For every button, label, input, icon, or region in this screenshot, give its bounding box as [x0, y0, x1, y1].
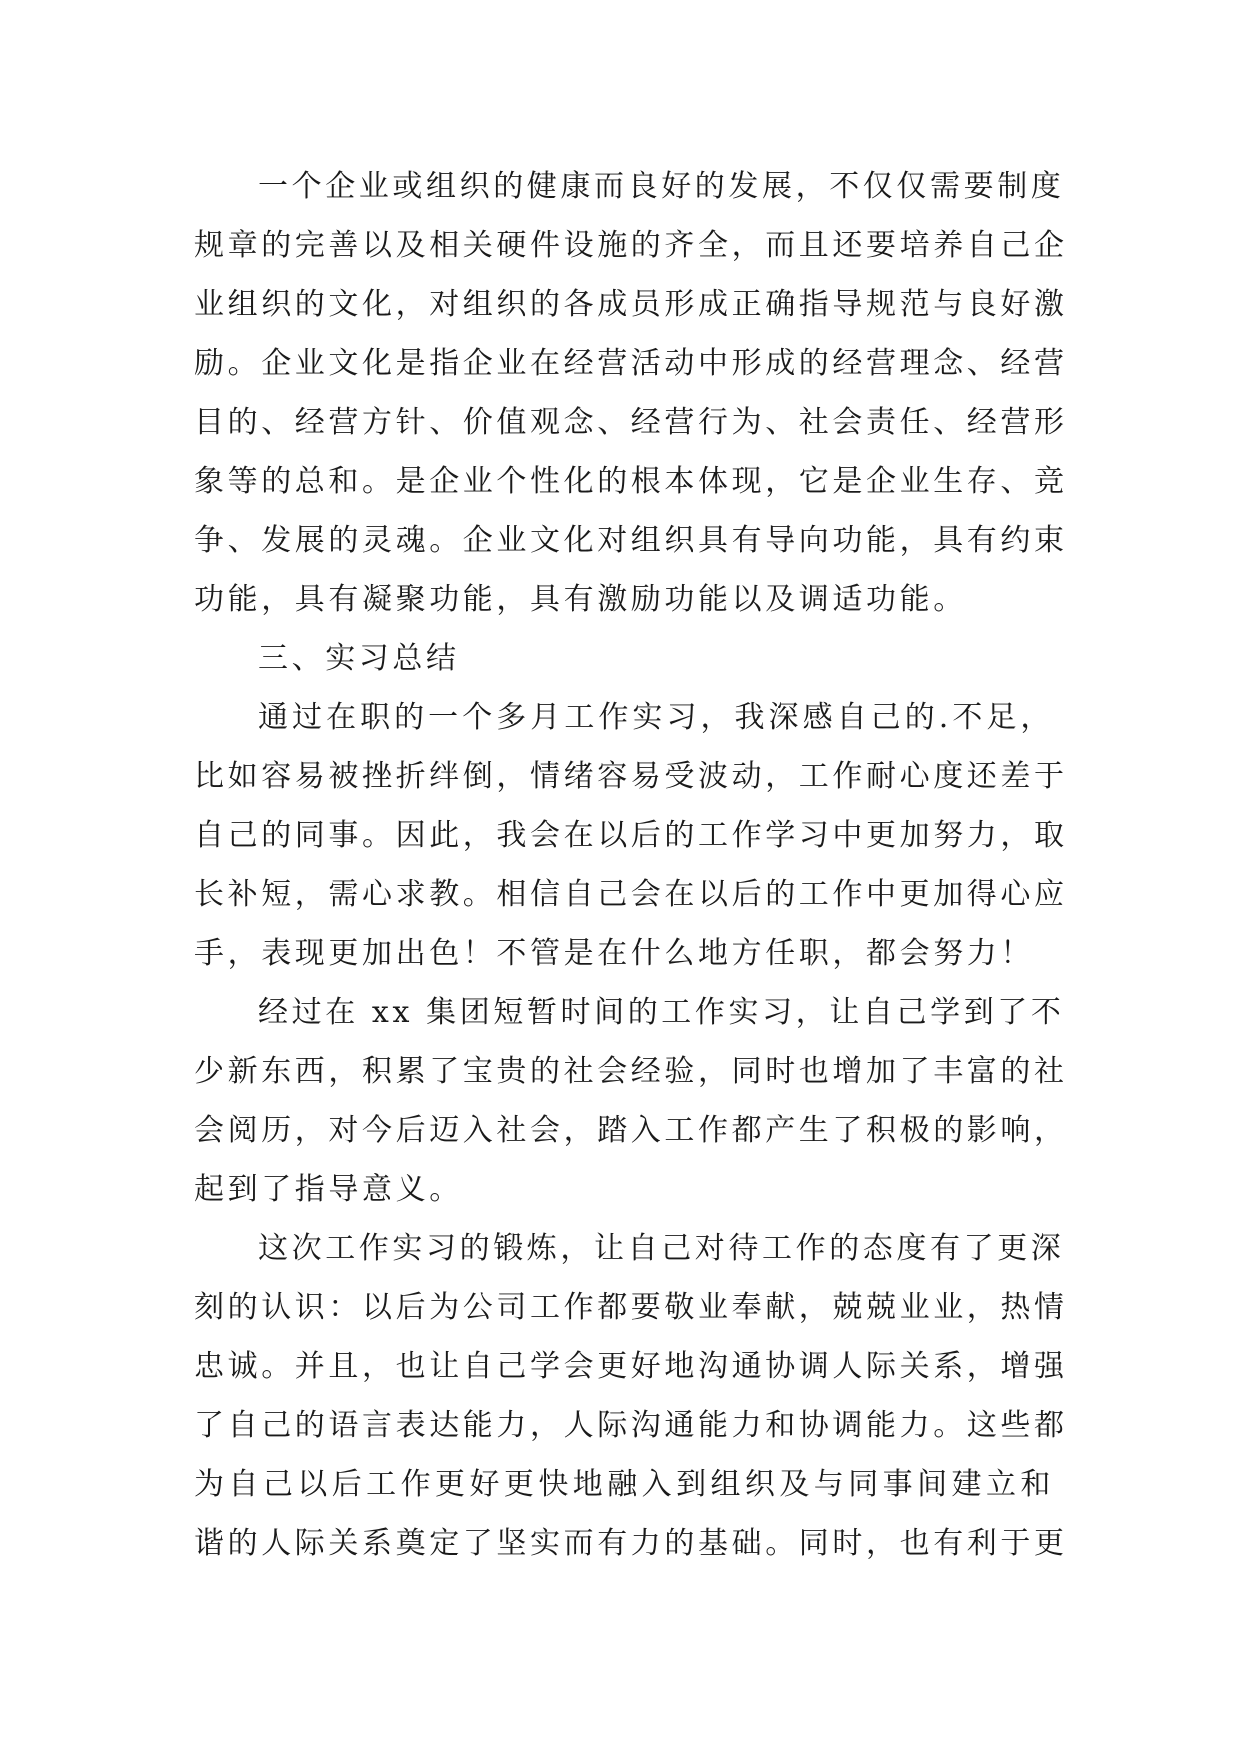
text-line: 比如容易被挫折绊倒，情绪容易受波动，工作耐心度还差于	[194, 759, 1068, 794]
text-line: 规章的完善以及相关硬件设施的齐全，而且还要培养自己企	[194, 228, 1068, 263]
text-line: 起到了指导意义。	[194, 1172, 463, 1207]
text-line: 自己的同事。因此，我会在以后的工作学习中更加努力，取	[194, 818, 1068, 853]
text-line: 通过在职的一个多月工作实习，我深感自己的.不足，	[258, 700, 1054, 735]
text-line: 谐的人际关系奠定了坚实而有力的基础。同时，也有利于更	[194, 1526, 1068, 1561]
text-line: 目的、经营方针、价值观念、经营行为、社会责任、经营形	[194, 405, 1068, 440]
text-line: 励。企业文化是指企业在经营活动中形成的经营理念、经营	[194, 346, 1068, 381]
text-line: 忠诚。并且，也让自己学会更好地沟通协调人际关系，增强	[194, 1349, 1068, 1384]
text-line: 会阅历，对今后迈入社会，踏入工作都产生了积极的影响，	[194, 1113, 1068, 1148]
text-line: 一个企业或组织的健康而良好的发展，不仅仅需要制度	[258, 169, 1065, 204]
document-body	[194, 157, 1068, 1573]
text-line: 三、实习总结	[258, 641, 460, 676]
text-line: 长补短，需心求教。相信自己会在以后的工作中更加得心应	[194, 877, 1068, 912]
text-line: 为自己以后工作更好更快地融入到组织及与同事间建立和	[194, 1467, 1054, 1502]
text-line: 经过在 xx 集团短暂时间的工作实习，让自己学到了不	[258, 995, 1065, 1030]
text-line: 争、发展的灵魂。企业文化对组织具有导向功能，具有约束	[194, 523, 1068, 558]
text-line: 手，表现更加出色！不管是在什么地方任职，都会努力！	[194, 936, 1034, 971]
text-line: 业组织的文化，对组织的各成员形成正确指导规范与良好激	[194, 287, 1068, 322]
text-line: 刻的认识：以后为公司工作都要敬业奉献，兢兢业业，热情	[194, 1290, 1068, 1325]
text-line: 功能，具有凝聚功能，具有激励功能以及调适功能。	[194, 582, 967, 617]
text-line: 了自己的语言表达能力，人际沟通能力和协调能力。这些都	[194, 1408, 1068, 1443]
text-line: 少新东西，积累了宝贵的社会经验，同时也增加了丰富的社	[194, 1054, 1068, 1089]
text-line: 象等的总和。是企业个性化的根本体现，它是企业生存、竞	[194, 464, 1068, 499]
text-line: 这次工作实习的锻炼，让自己对待工作的态度有了更深	[258, 1231, 1065, 1266]
